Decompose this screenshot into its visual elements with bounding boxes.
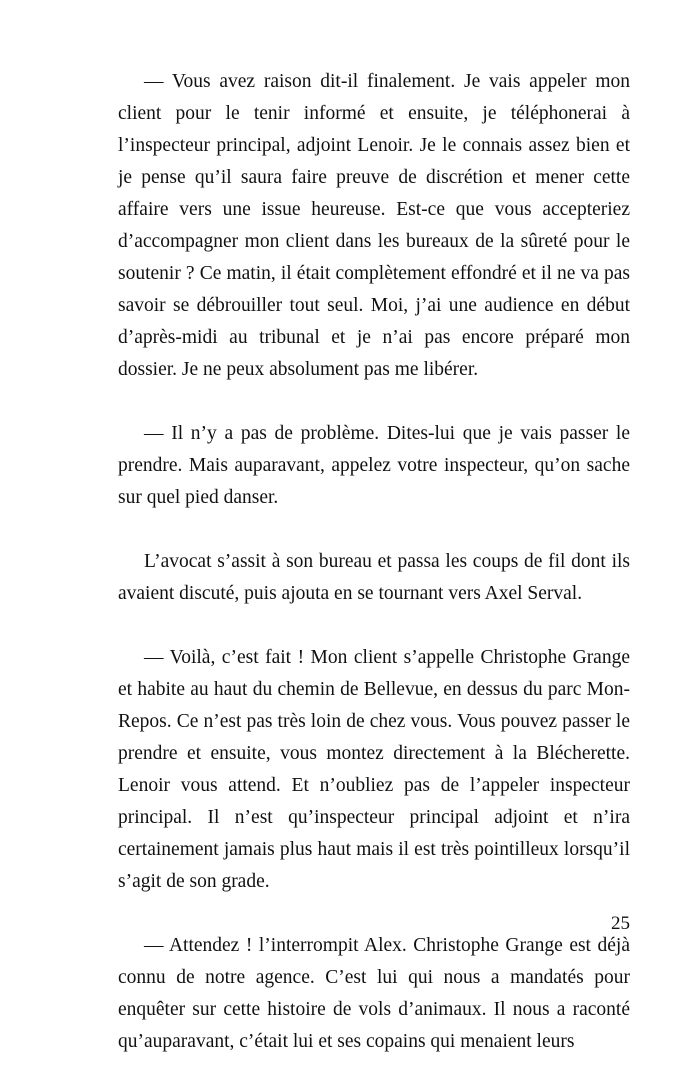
paragraph: — Il n’y a pas de problème. Dites-lui que je vais passer le prendre. Mais auparavant, appelez votre inspecteur, qu’on sache sur quel pied danser. bbox=[118, 423, 630, 508]
paragraph: — Vous avez raison dit-il finalement. Je vais appeler mon client pour le tenir informé et ensuite, je téléphonerai à l’inspecteur principal, adjoint Lenoir. Je le connais assez bien et je pense qu’il saura faire preuve de discrétion et mener cette affaire vers une issue heureuse. Est-ce que vous accepteriez d’accompagner mon client dans les bureaux de la sûreté pour le soutenir ? Ce matin, il était complètement effondré et il ne va pas savoir se débrouiller tout seul. Moi, j’ai une audience en début d’après-midi au tribunal et je n’ai pas encore préparé mon dossier. Je ne peux absolument pas me libérer. bbox=[118, 71, 630, 380]
body-text bbox=[118, 66, 630, 1090]
page-number: 25 bbox=[611, 913, 630, 934]
paragraph: — Voilà, c’est fait ! Mon client s’appelle Christophe Grange et habite au haut du chemin de Bellevue, en dessus du parc Mon-Repos. Ce n’est pas très loin de chez vous. Vous pouvez passer le prendre et ensuite, vous montez directement à la Blécherette. Lenoir vous attend. Et n’oubliez pas de l’appeler inspecteur principal. Il n’est qu’inspecteur principal adjoint et n’ira certainement jamais plus haut mais il est très pointilleux lorsqu’il s’agit de son grade. bbox=[118, 647, 630, 892]
paragraph: — Attendez ! l’interrompit Alex. Christophe Grange est déjà connu de notre agence. C’est lui qui nous a mandatés pour enquêter sur cette histoire de vols d’animaux. Il nous a raconté qu’auparavant, c’était lui et ses copains qui menaient leurs bbox=[118, 935, 630, 1052]
paragraph: L’avocat s’assit à son bureau et passa les coups de fil dont ils avaient discuté, puis ajouta en se tournant vers Axel Serval. bbox=[118, 551, 630, 604]
